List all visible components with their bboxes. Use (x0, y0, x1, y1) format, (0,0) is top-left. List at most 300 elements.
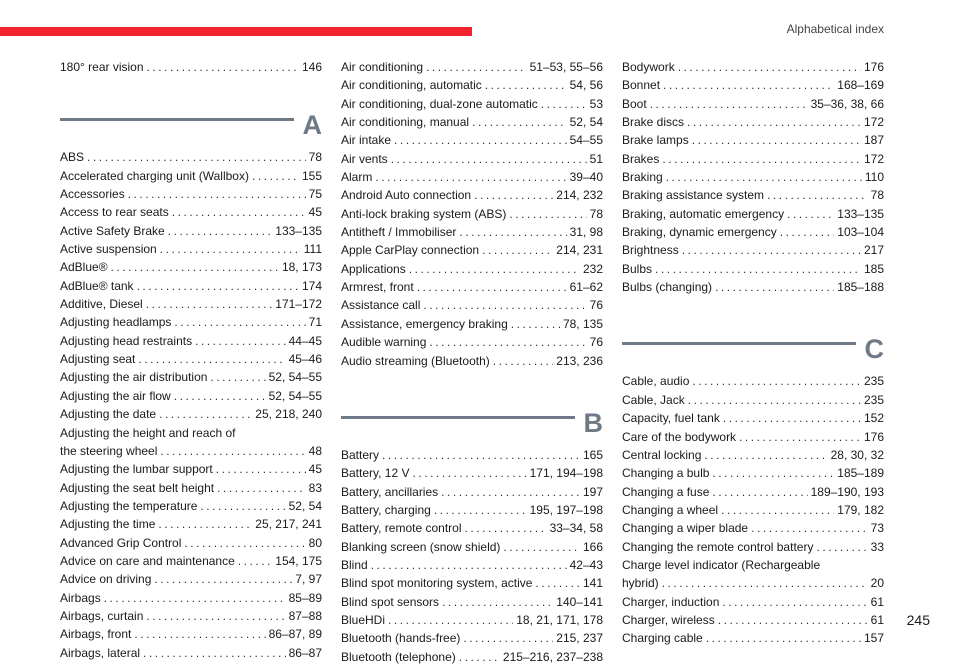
entry-term: Battery, charging (341, 502, 431, 517)
index-entry (60, 589, 322, 607)
entry-pages: 78, 135 (562, 316, 603, 331)
entry-pages: 20 (870, 576, 884, 591)
entry-term: Braking (622, 170, 663, 185)
index-entry (60, 222, 322, 240)
dot-leader (459, 223, 566, 241)
index-entry (60, 570, 322, 588)
dot-leader (134, 625, 265, 643)
entry-term: Adjusting the seat belt height (60, 480, 215, 495)
entry-pages: 187 (863, 133, 884, 148)
dot-leader (128, 185, 306, 203)
index-entry (341, 168, 603, 186)
entry-term: Advice on care and maintenance (60, 553, 235, 568)
entry-pages: 165 (582, 447, 603, 462)
dot-leader (662, 574, 868, 592)
entry-term: Adjusting the date (60, 407, 157, 422)
entry-term: hybrid) (622, 576, 659, 591)
entry-term: AdBlue® (60, 260, 108, 275)
index-entry (622, 186, 884, 204)
entry-pages: 85–89 (288, 590, 322, 605)
entry-term: Charger, wireless (622, 612, 715, 627)
entry-pages: 33 (870, 539, 884, 554)
entry-pages: 75 (308, 187, 322, 202)
index-entry (60, 515, 322, 533)
index-entry (622, 95, 884, 113)
entry-term: Battery (341, 447, 380, 462)
entry-pages: 61 (870, 612, 884, 627)
entry-term: Bodywork (622, 60, 675, 74)
index-entry (60, 644, 322, 662)
dot-leader (238, 552, 273, 570)
section-header-b (341, 404, 603, 442)
entry-term: Cable, audio (622, 374, 690, 389)
dot-leader (143, 644, 286, 662)
dot-leader (704, 446, 827, 464)
index-entry (60, 258, 322, 276)
index-entry (622, 391, 884, 409)
entry-term: Audio streaming (Bluetooth) (341, 353, 490, 368)
entry-pages: 172 (863, 115, 884, 130)
dot-leader (767, 186, 868, 204)
entry-pages: 52, 54 (288, 498, 322, 513)
entry-pages: 140–141 (556, 594, 603, 609)
entry-term: Air conditioning, dual-zone automatic (341, 96, 538, 111)
entry-term: Audible warning (341, 335, 427, 350)
entry-term: Applications (341, 261, 406, 276)
index-entry (60, 350, 322, 368)
dot-leader (722, 593, 867, 611)
dot-leader (200, 497, 285, 515)
index-entry (60, 442, 322, 460)
entry-pages: 78 (308, 150, 322, 165)
entry-term: Capacity, fuel tank (622, 411, 720, 426)
entry-term: Changing a bulb (622, 466, 710, 481)
dot-leader (111, 258, 279, 276)
index-entry (341, 483, 603, 501)
entry-pages: 54–55 (569, 133, 603, 148)
entry-pages: 52, 54–55 (268, 370, 322, 385)
entry-term: Airbags, curtain (60, 608, 144, 623)
entry-pages: 172 (863, 151, 884, 166)
entry-term: 180° rear vision (60, 60, 144, 74)
entry-term: Adjusting the lumbar support (60, 462, 213, 477)
section-spacer (341, 370, 603, 404)
entry-pages: 71 (308, 315, 322, 330)
index-entry (341, 131, 603, 149)
entry-pages: 157 (863, 631, 884, 646)
index-entry (341, 611, 603, 629)
entry-term: Advanced Grip Control (60, 535, 182, 550)
entry-pages: 31, 98 (569, 225, 603, 240)
entry-term: AdBlue® tank (60, 278, 134, 293)
entry-pages: 189–190, 193 (810, 484, 884, 499)
index-entry (60, 460, 322, 478)
dot-leader (216, 460, 306, 478)
entry-pages: 54, 56 (569, 78, 603, 93)
dot-leader (650, 95, 808, 113)
entry-term: Apple CarPlay connection (341, 243, 480, 258)
entry-pages: 133–135 (275, 223, 322, 238)
entry-term: Changing a wheel (622, 502, 719, 517)
dot-leader (138, 350, 285, 368)
index-entry (622, 150, 884, 168)
entry-term: Android Auto connection (341, 188, 472, 203)
entry-term: Air intake (341, 133, 392, 148)
index-entry (622, 372, 884, 390)
dot-leader (715, 278, 834, 296)
index-column-1 (60, 58, 322, 662)
section-divider (622, 342, 856, 345)
index-entry (341, 629, 603, 647)
index-entry (341, 333, 603, 351)
dot-leader (252, 167, 299, 185)
index-entry (60, 240, 322, 258)
index-entry (622, 629, 884, 647)
entry-pages: 78 (589, 206, 603, 221)
entry-pages: 39–40 (569, 170, 603, 185)
entry-pages: 215, 237 (556, 631, 603, 646)
entry-pages: 35–36, 38, 66 (810, 96, 884, 111)
entry-term: Braking, dynamic emergency (622, 225, 777, 240)
index-column-2 (341, 58, 603, 666)
index-entry (341, 186, 603, 204)
dot-leader (692, 131, 861, 149)
index-entry (622, 501, 884, 519)
entry-pages: 152 (863, 411, 884, 426)
section-divider (60, 118, 294, 121)
entry-pages: 48 (308, 443, 322, 458)
entry-pages: 44–45 (288, 333, 322, 348)
entry-term: Adjusting the air flow (60, 388, 171, 403)
dot-leader (465, 519, 547, 537)
dot-leader (509, 205, 586, 223)
entry-term: Alarm (341, 170, 373, 185)
entry-term: Blind spot monitoring system, active (341, 576, 533, 591)
top-accent-bar (0, 27, 472, 36)
index-entry (60, 625, 322, 643)
entry-term: Braking, automatic emergency (622, 206, 785, 221)
entry-pages: 52, 54 (569, 115, 603, 130)
dot-leader (184, 534, 305, 552)
index-entry (341, 113, 603, 131)
entry-pages: 18, 21, 171, 178 (516, 612, 603, 627)
entry-term: Battery, remote control (341, 521, 462, 536)
entry-term: Assistance call (341, 298, 421, 313)
entry-pages: 217 (863, 243, 884, 258)
dot-leader (712, 464, 834, 482)
entry-pages: 174 (301, 278, 322, 293)
dot-leader (104, 589, 286, 607)
entry-term: Changing a wiper blade (622, 521, 749, 536)
entry-pages: 33–34, 58 (549, 521, 603, 536)
entry-pages: 86–87 (288, 645, 322, 660)
entry-pages: 155 (301, 168, 322, 183)
section-header-c (622, 330, 884, 368)
dot-leader (394, 131, 567, 149)
dot-leader (154, 570, 292, 588)
index-entry (622, 278, 884, 296)
dot-leader (417, 278, 567, 296)
dot-leader (434, 501, 527, 519)
entry-term: Airbags, front (60, 627, 132, 642)
index-entry (341, 574, 603, 592)
entry-pages: 171–172 (275, 297, 322, 312)
entry-pages: 53 (589, 96, 603, 111)
entry-pages: 73 (870, 521, 884, 536)
entry-pages: 61–62 (569, 280, 603, 295)
entry-term: Adjusting head restraints (60, 333, 193, 348)
dot-leader (174, 313, 305, 331)
entry-pages: 76 (589, 298, 603, 313)
dot-leader (688, 391, 861, 409)
entry-term: Changing a fuse (622, 484, 710, 499)
entry-pages: 51 (589, 151, 603, 166)
index-entry (622, 611, 884, 629)
index-entry (622, 538, 884, 556)
index-entry (622, 409, 884, 427)
entry-pages: 168–169 (837, 78, 884, 93)
entry-term: Battery, 12 V (341, 466, 410, 481)
index-entry (60, 58, 322, 76)
index-entry (341, 58, 603, 76)
entry-pages: 28, 30, 32 (830, 447, 884, 462)
entry-term: Accessories (60, 187, 125, 202)
dot-leader (158, 515, 252, 533)
entry-term: Advice on driving (60, 572, 152, 587)
dot-leader (388, 611, 513, 629)
entry-term: Charging cable (622, 631, 703, 646)
index-entry (60, 185, 322, 203)
index-entry (341, 296, 603, 314)
entry-pages: 110 (864, 170, 884, 185)
entry-pages: 185–189 (837, 466, 884, 481)
index-entry (341, 501, 603, 519)
index-entry (60, 607, 322, 625)
entry-term: Brake discs (622, 115, 685, 130)
entry-pages: 52, 54–55 (268, 388, 322, 403)
entry-term: Charger, induction (622, 594, 720, 609)
index-entry (341, 446, 603, 464)
entry-pages: 25, 218, 240 (255, 407, 322, 422)
entry-pages: 87–88 (288, 608, 322, 623)
dot-leader (146, 607, 285, 625)
dot-leader (663, 76, 834, 94)
dot-leader (682, 241, 861, 259)
section-letter: A (302, 110, 322, 141)
dot-leader (174, 387, 266, 405)
dot-leader (511, 315, 560, 333)
index-entry (60, 313, 322, 331)
dot-leader (147, 58, 299, 76)
entry-term: Accelerated charging unit (Wallbox) (60, 168, 249, 183)
entry-term: Bulbs (622, 261, 653, 276)
entry-pages: 166 (582, 539, 603, 554)
entry-pages: 76 (589, 335, 603, 350)
dot-leader (160, 442, 305, 460)
entry-term: Air vents (341, 151, 388, 166)
dot-leader (137, 277, 299, 295)
dot-leader (87, 148, 306, 166)
dot-leader (493, 352, 554, 370)
entry-term: Armrest, front (341, 280, 414, 295)
entry-pages: 185 (863, 261, 884, 276)
index-entry (622, 428, 884, 446)
index-entry (60, 167, 322, 185)
index-entry (341, 593, 603, 611)
entry-term: Care of the bodywork (622, 429, 737, 444)
dot-leader (371, 556, 567, 574)
index-entry (622, 168, 884, 186)
section-letter: C (864, 334, 884, 365)
section-spacer (60, 76, 322, 106)
index-entry (60, 497, 322, 515)
dot-leader (442, 593, 553, 611)
entry-term: Assistance, emergency braking (341, 316, 508, 331)
entry-pages: 214, 232 (556, 188, 603, 203)
dot-leader (472, 113, 567, 131)
index-column-3 (622, 58, 884, 648)
entry-term: Braking assistance system (622, 188, 765, 203)
entry-term: Battery, ancillaries (341, 484, 439, 499)
entry-term: Airbags, lateral (60, 645, 141, 660)
entry-term: Blind spot sensors (341, 594, 440, 609)
running-header: Alphabetical index (786, 22, 884, 36)
entry-pages: 185–188 (837, 280, 884, 295)
entry-pages: 179, 182 (837, 502, 884, 517)
entry-pages: 111 (303, 242, 322, 257)
index-entry (60, 148, 322, 166)
page-number: 245 (906, 612, 930, 628)
dot-leader (816, 538, 867, 556)
entry-pages: 25, 217, 241 (255, 517, 322, 532)
index-entry (622, 76, 884, 94)
index-entry (622, 464, 884, 482)
index-entry-line: Charge level indicator (Rechargeable (622, 557, 821, 572)
dot-leader (463, 629, 553, 647)
index-entry (60, 295, 322, 313)
entry-term: Adjusting seat (60, 352, 136, 367)
section-spacer (622, 296, 884, 330)
dot-leader (655, 260, 861, 278)
entry-term: Blind (341, 557, 368, 572)
dot-leader (706, 629, 861, 647)
index-entry (622, 205, 884, 223)
entry-term: Air conditioning, manual (341, 115, 470, 130)
index-entry (341, 315, 603, 333)
dot-leader (382, 446, 580, 464)
dot-leader (195, 332, 286, 350)
entry-pages: 232 (582, 261, 603, 276)
entry-term: Bluetooth (hands-free) (341, 631, 461, 646)
index-entry (341, 538, 603, 556)
index-entry (341, 648, 603, 666)
entry-term: Adjusting the air distribution (60, 370, 208, 385)
index-entry (341, 241, 603, 259)
entry-pages: 215–216, 237–238 (502, 649, 603, 664)
section-letter: B (583, 407, 603, 438)
entry-pages: 197 (582, 484, 603, 499)
entry-pages: 42–43 (569, 557, 603, 572)
dot-leader (662, 150, 861, 168)
dot-leader (723, 409, 861, 427)
dot-leader (541, 95, 587, 113)
dot-leader (168, 222, 273, 240)
index-entry (60, 534, 322, 552)
dot-leader (692, 372, 861, 390)
entry-pages: 176 (863, 60, 884, 74)
index-entry (622, 241, 884, 259)
entry-term: Adjusting the temperature (60, 498, 198, 513)
index-entry (60, 277, 322, 295)
entry-term: Airbags (60, 590, 101, 605)
dot-leader (718, 611, 868, 629)
entry-pages: 176 (863, 429, 884, 444)
dot-leader (485, 76, 567, 94)
entry-term: Additive, Diesel (60, 297, 143, 312)
entry-pages: 235 (863, 374, 884, 389)
entry-term: Anti-lock braking system (ABS) (341, 206, 507, 221)
entry-pages: 61 (870, 594, 884, 609)
entry-term: Central locking (622, 447, 702, 462)
entry-pages: 80 (308, 535, 322, 550)
dot-leader (160, 240, 301, 258)
entry-pages: 18, 173 (281, 260, 322, 275)
index-entry (622, 260, 884, 278)
dot-leader (375, 168, 566, 186)
index-entry (60, 203, 322, 221)
dot-leader (441, 483, 580, 501)
entry-term: Antitheft / Immobiliser (341, 225, 457, 240)
entry-pages: 7, 97 (295, 572, 322, 587)
entry-pages: 146 (301, 60, 322, 74)
entry-pages: 171, 194–198 (529, 466, 603, 481)
index-entry (341, 260, 603, 278)
index-entry (60, 552, 322, 570)
index-entry (622, 519, 884, 537)
index-entry (60, 405, 322, 423)
section-divider (341, 416, 575, 419)
entry-term: Adjusting the time (60, 517, 156, 532)
index-entry (622, 446, 884, 464)
entry-term: Bluetooth (telephone) (341, 649, 456, 664)
entry-term: Brake lamps (622, 133, 689, 148)
dot-leader (391, 150, 587, 168)
entry-term: ABS (60, 150, 85, 165)
entry-term: Bulbs (changing) (622, 280, 713, 295)
index-entry (60, 368, 322, 386)
index-entry (341, 519, 603, 537)
entry-pages: 78 (870, 188, 884, 203)
entry-term: Boot (622, 96, 647, 111)
entry-pages: 86–87, 89 (268, 627, 322, 642)
dot-leader (687, 113, 861, 131)
dot-leader (172, 203, 306, 221)
index-entry (60, 479, 322, 497)
entry-term: Cable, Jack (622, 392, 685, 407)
dot-leader (210, 368, 265, 386)
entry-pages: 154, 175 (275, 553, 322, 568)
entry-term: Brakes (622, 151, 660, 166)
entry-pages: 235 (863, 392, 884, 407)
entry-term: Active suspension (60, 242, 157, 257)
entry-pages: 51–53, 55–56 (529, 60, 603, 74)
index-entry (622, 483, 884, 501)
index-entry (60, 332, 322, 350)
entry-pages: 141 (582, 576, 603, 591)
index-entry (341, 278, 603, 296)
dot-leader (482, 241, 553, 259)
entry-term: Blanking screen (snow shield) (341, 539, 501, 554)
